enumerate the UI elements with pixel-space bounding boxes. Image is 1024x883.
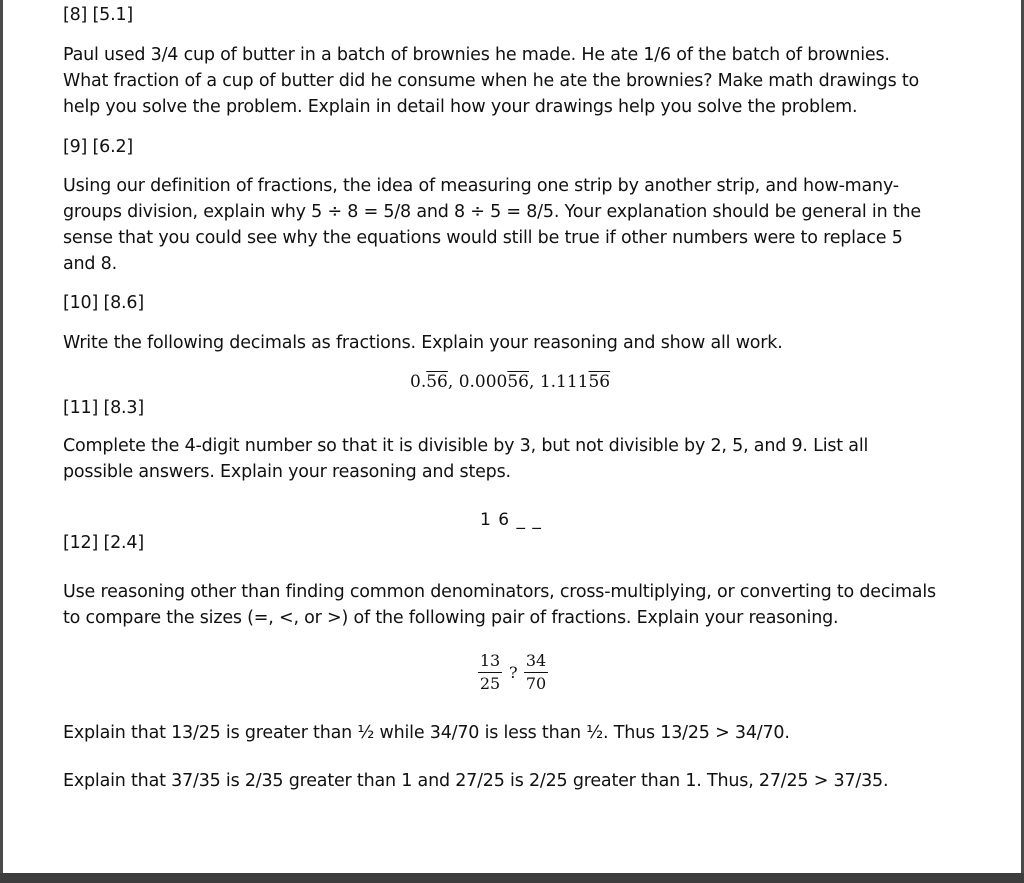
q11-header: [11] [8.3]	[63, 398, 144, 418]
fraction-right	[524, 651, 548, 694]
fraction-left-denominator: 25	[479, 674, 501, 693]
comparison-operator: ?	[509, 663, 518, 682]
q11-number-template: 1 6 _ _	[480, 510, 542, 530]
q9-line: Using our definition of fractions, the idea of measuring one strip by another strip, and how-many-	[63, 176, 899, 196]
q8-header: [8] [5.1]	[63, 5, 134, 25]
q8-line: Paul used 3/4 cup of butter in a batch of brownies he made. He ate 1/6 of the batch of brownies.	[63, 45, 890, 65]
page-border-bottom	[0, 873, 1024, 883]
q9-line: groups division, explain why 5 ÷ 8 = 5/8 and 8 ÷ 5 = 8/5. Your explanation should be general in the	[63, 202, 921, 222]
q9-line: and 8.	[63, 254, 117, 274]
q11-line: possible answers. Explain your reasoning and steps.	[63, 462, 511, 482]
repeat-digits: 56	[588, 372, 611, 392]
fraction-left	[478, 651, 502, 694]
q11-line: Complete the 4-digit number so that it is divisible by 3, but not divisible by 2, 5, and 9. List all	[63, 436, 869, 456]
q12-answer-1: Explain that 13/25 is greater than ½ while 34/70 is less than ½. Thus 13/25 > 34/70.	[63, 723, 790, 743]
fraction-left-numerator: 13	[479, 651, 501, 670]
fraction-bar	[524, 672, 548, 673]
q12-body	[63, 579, 936, 631]
q8-line: help you solve the problem. Explain in detail how your drawings help you solve the problem.	[63, 97, 858, 117]
q8-body	[63, 42, 919, 120]
fraction-right-numerator: 34	[525, 651, 547, 670]
fraction-bar	[478, 672, 502, 673]
q12-line: Use reasoning other than finding common denominators, cross-multiplying, or converting to decimals	[63, 582, 936, 602]
q10-header: [10] [8.6]	[63, 293, 144, 313]
page-border-left	[0, 0, 3, 883]
q11-body	[63, 433, 868, 485]
q10-repeating-decimals: 0.56, 0.00056, 1.11156	[410, 372, 611, 392]
q10-body: Write the following decimals as fractions. Explain your reasoning and show all work.	[63, 333, 783, 353]
q9-body	[63, 173, 921, 277]
q12-line: to compare the sizes (=, <, or >) of the following pair of fractions. Explain your reasoning.	[63, 608, 839, 628]
q9-header: [9] [6.2]	[63, 137, 134, 157]
q9-line: sense that you could see why the equations would still be true if other numbers were to replace 5	[63, 228, 903, 248]
q12-header: [12] [2.4]	[63, 533, 144, 553]
repeat-digits: 56	[507, 372, 529, 392]
fraction-right-denominator: 70	[525, 674, 547, 693]
q12-answer-2: Explain that 37/35 is 2/35 greater than 1 and 27/25 is 2/25 greater than 1. Thus, 27/25 > 37/35.	[63, 771, 889, 791]
q8-line: What fraction of a cup of butter did he consume when he ate the brownies? Make math drawings to	[63, 71, 920, 91]
repeat-digits: 56	[426, 372, 448, 392]
